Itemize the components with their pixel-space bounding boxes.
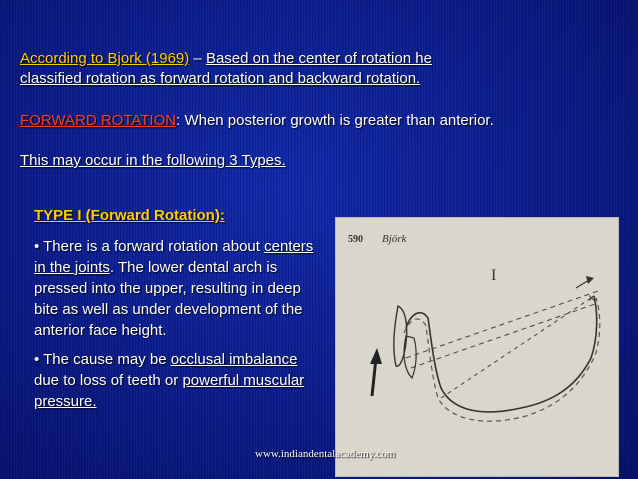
condyle-arrow-head — [586, 276, 594, 284]
mandible-rotation-drawing — [336, 218, 618, 476]
header-line-1-rest: Based on the center of rotation he — [205, 50, 432, 67]
dashed-line-lower — [411, 303, 598, 368]
condyle-arrow — [576, 280, 589, 288]
dashed-line-upper — [406, 290, 601, 358]
incisor-upper — [394, 306, 407, 366]
type1-heading: TYPE I (Forward Rotation): — [34, 207, 225, 224]
figure-roman-numeral: I — [491, 267, 497, 284]
figure-page-number: 590 — [348, 234, 363, 245]
arrow-head — [370, 348, 382, 364]
type1-bullet-1 — [34, 236, 324, 341]
bjork-diagram — [336, 218, 618, 476]
forward-rotation-text: : When posterior growth is greater than anterior. — [176, 112, 494, 129]
centers-in-joints: centers in the joints — [34, 238, 314, 276]
bjork-title: According to Bjork (1969) — [20, 50, 190, 67]
type1-block — [34, 205, 324, 420]
mandible-outline-dashed — [404, 298, 600, 421]
rotation-center-marker: × — [588, 291, 596, 305]
bullet1-text-b: . The lower dental arch is pressed into the upper, resulting in deep bite as well as under development of the anterior face height. — [34, 259, 303, 339]
forward-rotation-line — [20, 112, 494, 129]
muscular-pressure: powerful muscular pressure. — [34, 372, 305, 410]
header-dash: – — [189, 50, 206, 67]
footer-url: www.indiandentalacademy.com — [255, 448, 396, 460]
occlusal-imbalance: occlusal imbalance — [170, 351, 298, 368]
bullet2-text-a: • The cause may be — [34, 351, 171, 368]
type1-bullet-2 — [34, 349, 324, 412]
types-intro: This may occur in the following 3 Types. — [20, 152, 286, 169]
figure-author: Björk — [382, 233, 407, 245]
bullet2-text-b: due to loss of teeth or — [34, 372, 183, 389]
header-line-2: classified rotation as forward rotation and backward rotation. — [20, 70, 421, 87]
dashed-line-diagonal — [441, 298, 591, 398]
header-line-1 — [20, 50, 432, 67]
bullet1-text-a: • There is a forward rotation about — [34, 238, 265, 255]
forward-rotation-label: FORWARD ROTATION — [20, 112, 177, 129]
